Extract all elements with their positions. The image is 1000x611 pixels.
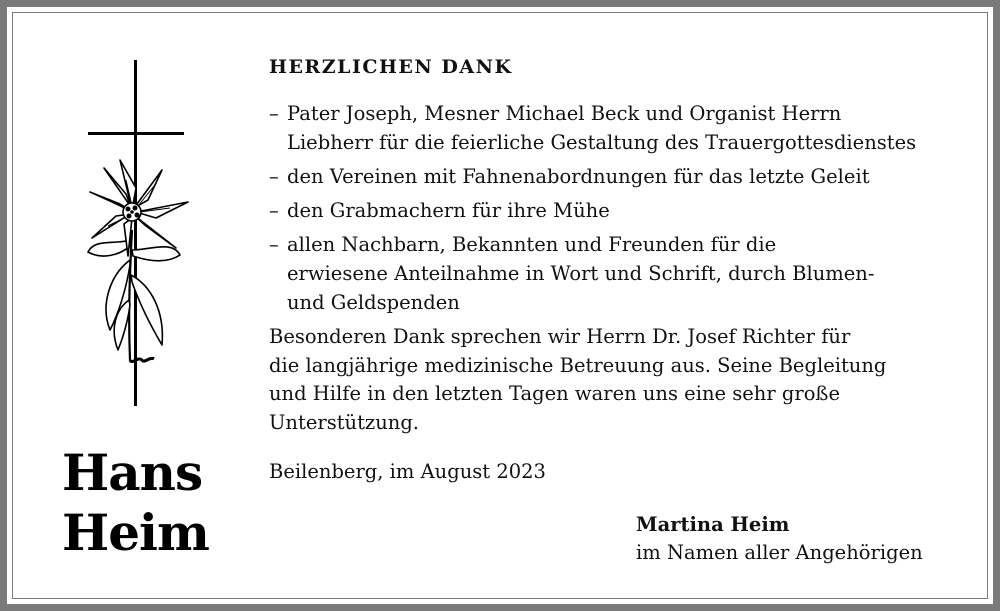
thanks-line: Pater Joseph, Mesner Michael Beck und Organist Herrn: [287, 102, 842, 125]
special-thanks-line: die langjährige medizinische Betreuung aus. Seine Begleitung: [269, 353, 887, 377]
thanks-line: Liebherr für die feierliche Gestaltung des Trauergottesdienstes: [287, 130, 917, 154]
signature: [636, 511, 923, 567]
signature-subtitle: im Namen aller Angehörigen: [636, 541, 923, 564]
edelweiss-icon: [88, 160, 188, 362]
thanks-line: allen Nachbarn, Bekannten und Freunden für die: [287, 233, 777, 257]
special-thanks-line: Besonderen Dank sprechen wir Herrn Dr. Josef Richter für: [269, 324, 851, 348]
place-date: Beilenberg, im August 2023: [269, 460, 546, 483]
special-thanks-paragraph: [269, 323, 959, 438]
thanks-line: den Vereinen mit Fahnenabordnungen für das letzte Geleit: [287, 164, 870, 188]
signature-name: Martina Heim: [636, 513, 790, 536]
deceased-name: [62, 443, 232, 563]
thanks-line: den Grabmachern für ihre Mühe: [287, 199, 610, 223]
first-name: Hans: [62, 443, 203, 502]
heading: HERZLICHEN DANK: [269, 56, 513, 78]
thanks-item: [269, 231, 959, 317]
thanks-item: [269, 100, 959, 157]
dash: –: [269, 233, 279, 257]
dash: –: [269, 164, 279, 188]
dash: –: [269, 102, 279, 125]
thanks-item: [269, 163, 959, 192]
last-name: Heim: [62, 503, 209, 562]
thanks-line: erwiesene Anteilnahme in Wort und Schrift, durch Blumen-: [287, 262, 875, 286]
thanks-content: [269, 100, 959, 438]
special-thanks-line: Unterstützung.: [269, 411, 420, 435]
cross-edelweiss-emblem: [80, 60, 195, 410]
special-thanks-line: und Hilfe in den letzten Tagen waren uns eine sehr große: [269, 382, 840, 406]
thanks-line: und Geldspenden: [287, 290, 460, 314]
dash: –: [269, 199, 279, 223]
cross-icon: [88, 60, 184, 406]
thanks-item: [269, 197, 959, 226]
